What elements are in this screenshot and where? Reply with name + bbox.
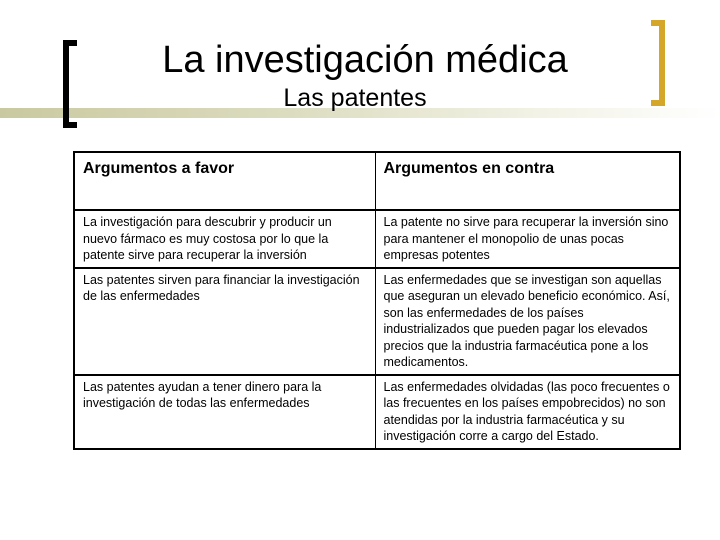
table-row [74, 210, 680, 268]
right-bracket-decoration [651, 20, 665, 106]
cell-favor: La investigación para descubrir y producir un nuevo fármaco es muy costosa por lo que la patente sirve para recuperar la inversión [74, 210, 375, 268]
arguments-table [73, 151, 681, 450]
slide-title: La investigación médica [162, 39, 568, 81]
table-header-row [74, 152, 680, 210]
left-bracket-decoration [63, 40, 77, 128]
cell-contra: Las enfermedades olvidadas (las poco frecuentes o las frecuentes en los países empobrecidos) no son atendidas por la industria farmacéutica y su investigación corre a cargo del Estado. [375, 375, 680, 449]
cell-contra: La patente no sirve para recuperar la inversión sino para mantener el monopolio de unas pocas empresas potentes [375, 210, 680, 268]
slide-subtitle: Las patentes [283, 84, 427, 112]
table-row [74, 375, 680, 449]
header-favor: Argumentos a favor [74, 152, 375, 210]
header-contra: Argumentos en contra [375, 152, 680, 210]
cell-favor: Las patentes ayudan a tener dinero para la investigación de todas las enfermedades [74, 375, 375, 449]
cell-favor: Las patentes sirven para financiar la investigación de las enfermedades [74, 268, 375, 375]
table-row [74, 268, 680, 375]
cell-contra: Las enfermedades que se investigan son aquellas que aseguran un elevado beneficio económico. Así, son las enfermedades de los países industrializados que pueden pagar los elevados precios que la industria farmacéutica pone a los medicamentos. [375, 268, 680, 375]
